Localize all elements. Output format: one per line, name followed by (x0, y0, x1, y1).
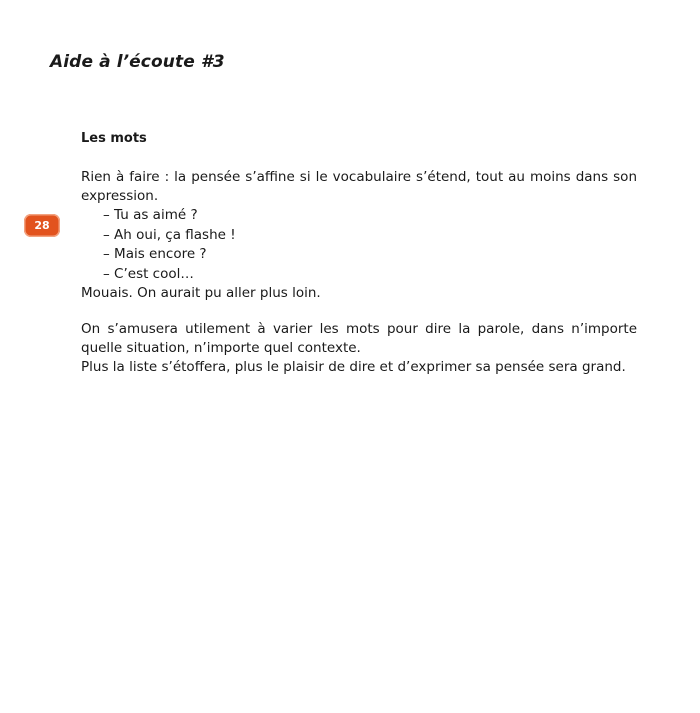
dialogue-line: – C’est cool… (103, 265, 194, 282)
page-number-badge: 28 (24, 214, 60, 237)
page-header-title: Aide à l’écoute #3 (50, 52, 225, 72)
dialogue-line: – Ah oui, ça flashe ! (103, 226, 236, 243)
body-paragraph-3: Plus la liste s’étoffera, plus le plaisir de dire et d’exprimer sa pensée sera grand. (81, 359, 626, 375)
intro-paragraph: Rien à faire : la pensée s’affine si le vocabulaire s’étend, tout au moins dans son expression. (81, 169, 637, 204)
dialogue-list (103, 206, 236, 284)
body-paragraph-2: On s’amusera utilement à varier les mots pour dire la parole, dans n’importe quelle situation, n’importe quel contexte. (81, 321, 637, 356)
dialogue-line: – Mais encore ? (103, 246, 207, 262)
closing-line: Mouais. On aurait pu aller plus loin. (81, 285, 321, 301)
section-title: Les mots (81, 131, 147, 146)
dialogue-line: – Tu as aimé ? (103, 207, 198, 223)
